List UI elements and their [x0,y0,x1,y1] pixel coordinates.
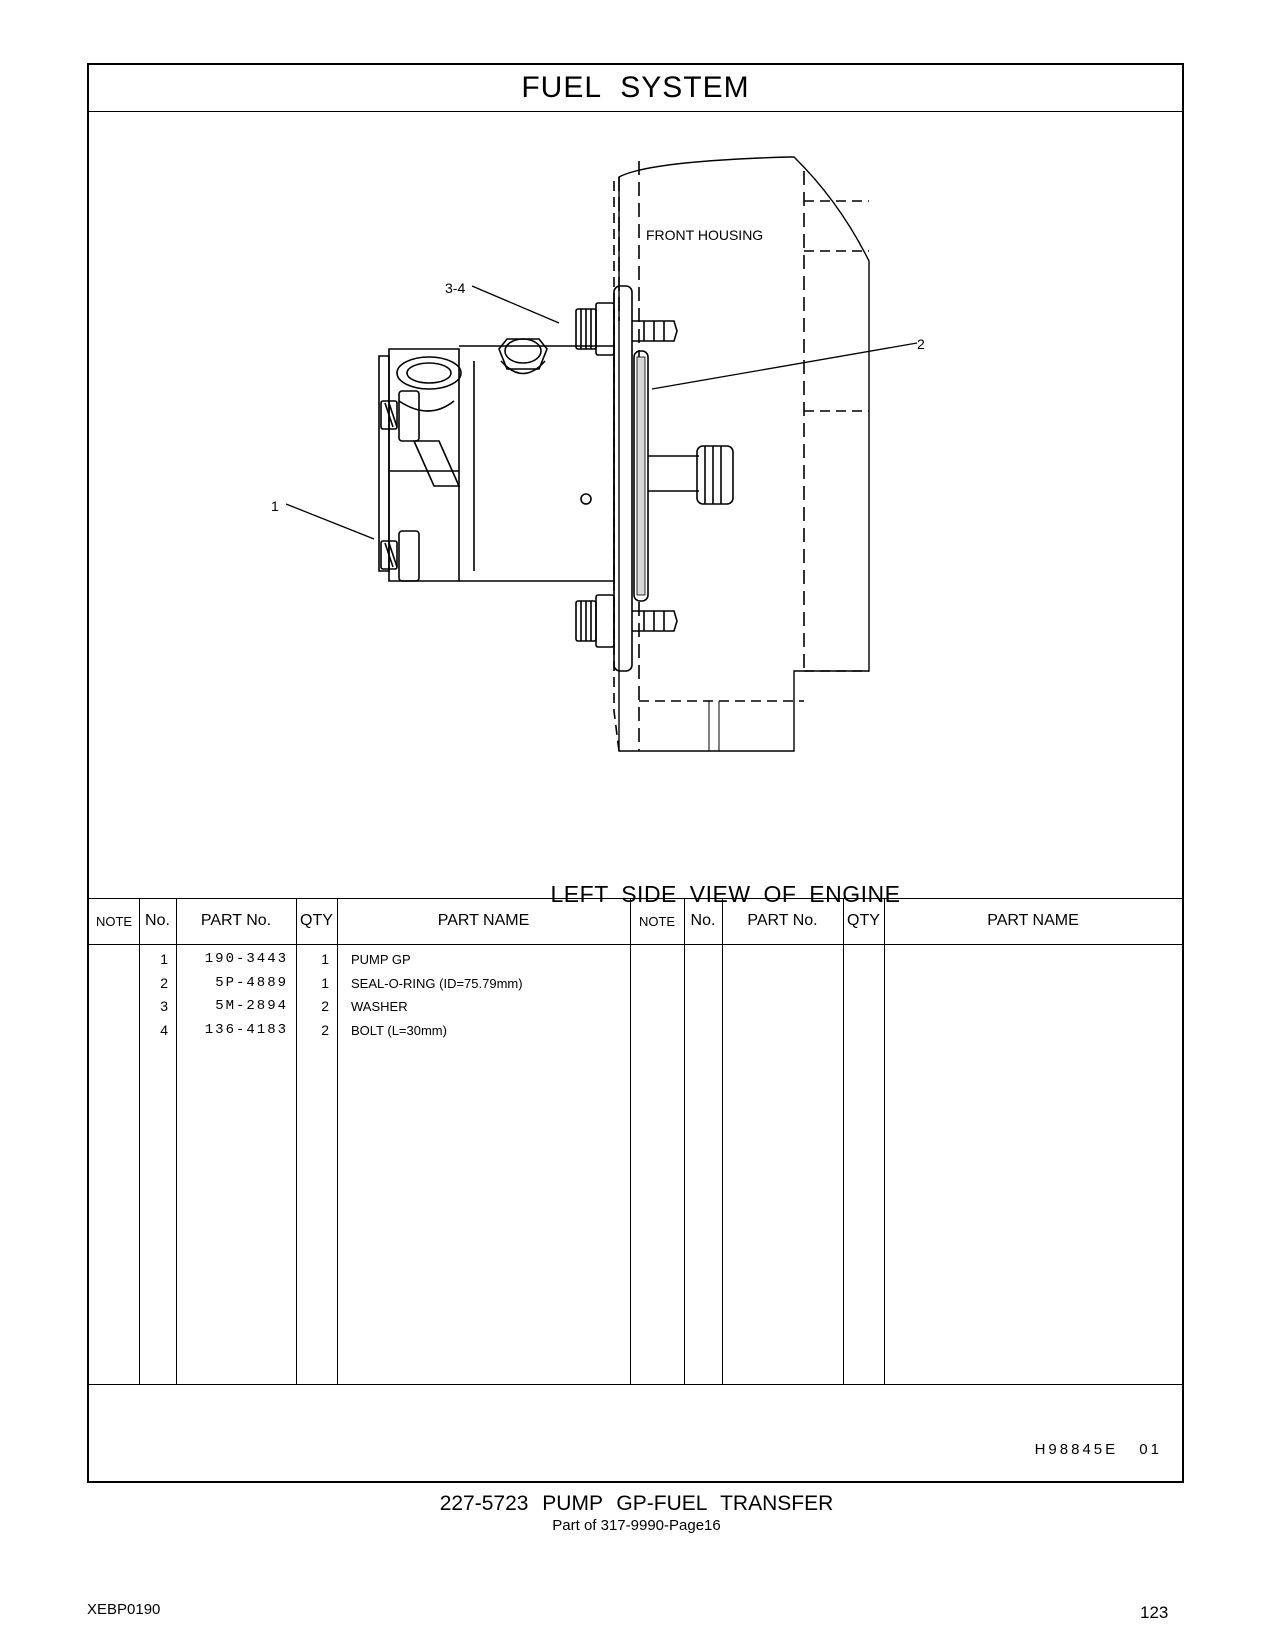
parts-sheet-frame [87,63,1184,1483]
parts-table [89,898,1182,1420]
page-number: 123 [1140,1603,1169,1622]
exploded-view-drawing [89,111,1182,903]
callout-1: 1 [271,498,279,514]
row-part-no: 5M-2894 [215,998,288,1014]
row-qty: 2 [321,998,329,1014]
row-part-name: SEAL-O-RING (ID=75.79mm) [351,975,523,991]
row-part-name: BOLT (L=30mm) [351,1022,447,1038]
col-rule [337,898,338,1384]
row-no: 4 [160,1021,168,1038]
header-part-name-right: PART NAME [987,912,1079,929]
table-header-rule [89,944,1182,945]
row-qty: 2 [321,1021,329,1038]
row-qty: 1 [321,951,329,967]
header-part-name: PART NAME [437,912,530,929]
callout-2: 2 [917,336,925,352]
view-caption: LEFT SIDE VIEW OF ENGINE [550,881,901,907]
group-title: 227-5723 PUMP GP-FUEL TRANSFER [439,1492,834,1515]
header-no: No. [145,912,170,929]
row-part-name: WASHER [351,999,408,1014]
row-no: 3 [160,998,168,1014]
header-part-no-right: PART No. [747,912,818,929]
illustration-reference-code: H98845E 01 [1034,1441,1162,1458]
header-note: NOTE [95,913,133,929]
col-rule [884,898,885,1384]
row-no: 2 [160,974,168,991]
col-rule-center [630,898,631,1384]
row-qty: 1 [321,974,329,991]
section-title: FUEL SYSTEM [89,65,1182,112]
front-housing-outline [619,157,869,751]
header-note-right: NOTE [638,913,676,929]
pump-illustration [89,111,1182,903]
header-qty: QTY [300,912,333,929]
header-no-right: No. [690,912,716,929]
col-rule [722,898,723,1384]
header-qty-right: QTY [847,912,880,929]
front-housing-label: FRONT HOUSING [646,227,764,243]
row-part-name: PUMP GP [351,952,411,967]
col-rule [684,898,685,1384]
table-bottom-rule [89,1384,1182,1385]
row-part-no: 136-4183 [204,1021,288,1038]
col-rule [843,898,844,1384]
header-part-no: PART No. [200,912,272,929]
row-part-no: 5P-4889 [215,974,288,991]
callout-3-4: 3-4 [445,280,466,296]
group-subtitle: Part of 317-9990-Page16 [552,1517,721,1534]
row-part-no: 190-3443 [204,951,288,967]
row-no: 1 [160,951,168,967]
document-id: XEBP0190 [87,1601,161,1618]
